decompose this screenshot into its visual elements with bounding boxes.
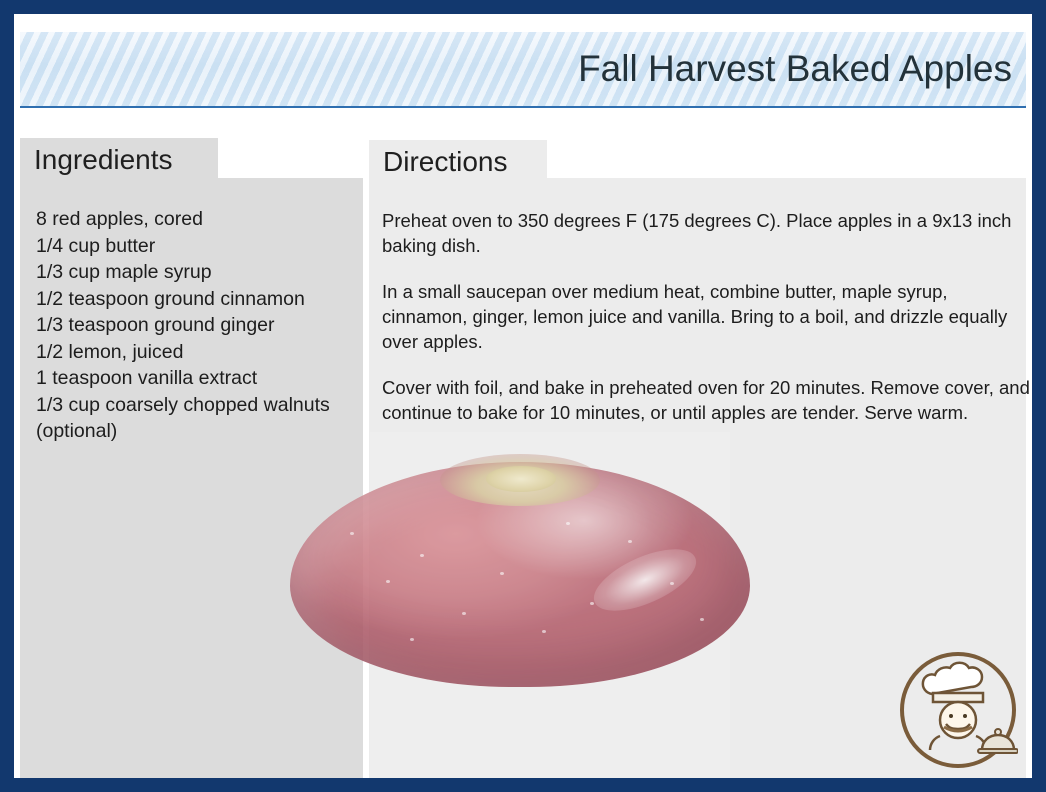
direction-step: Preheat oven to 350 degrees F (175 degrees C). Place apples in a 9x13 inch baking dish.: [382, 210, 1012, 256]
directions-heading-tab: [369, 140, 547, 184]
list-item: 1/3 cup maple syrup: [36, 261, 212, 283]
list-item: 8 red apples, cored: [36, 208, 203, 230]
page-title: Fall Harvest Baked Apples: [578, 48, 1012, 89]
list-item: 1/3 teaspoon ground ginger: [36, 314, 275, 336]
title-banner: [20, 32, 1026, 108]
slide-canvas: [14, 14, 1032, 778]
list-item: 1/4 cup butter: [36, 234, 156, 257]
list-item: 1 teaspoon vanilla extract: [36, 367, 258, 389]
ingredients-list: [36, 206, 366, 445]
directions-body: [382, 208, 1030, 446]
ingredients-heading-label: Ingredients: [34, 144, 173, 175]
ingredients-heading-tab: [20, 138, 218, 182]
list-item: 1/2 lemon, juiced: [36, 340, 184, 363]
direction-step: In a small saucepan over medium heat, combine butter, maple syrup, cinnamon, ginger, lemon juice and vanilla. Bring to a boil, and drizzle equally over apples.: [382, 281, 1008, 352]
direction-step: Cover with foil, and bake in preheated oven for 20 minutes. Remove cover, and continue to bake for 10 minutes, or until apples are tender. Serve warm.: [382, 377, 1030, 423]
list-item: 1/2 teaspoon ground cinnamon: [36, 287, 305, 310]
chef-with-cloche-logo: [898, 650, 1018, 770]
directions-heading-label: Directions: [383, 146, 508, 177]
list-item: 1/3 cup coarsely chopped walnuts (optional): [36, 393, 330, 442]
